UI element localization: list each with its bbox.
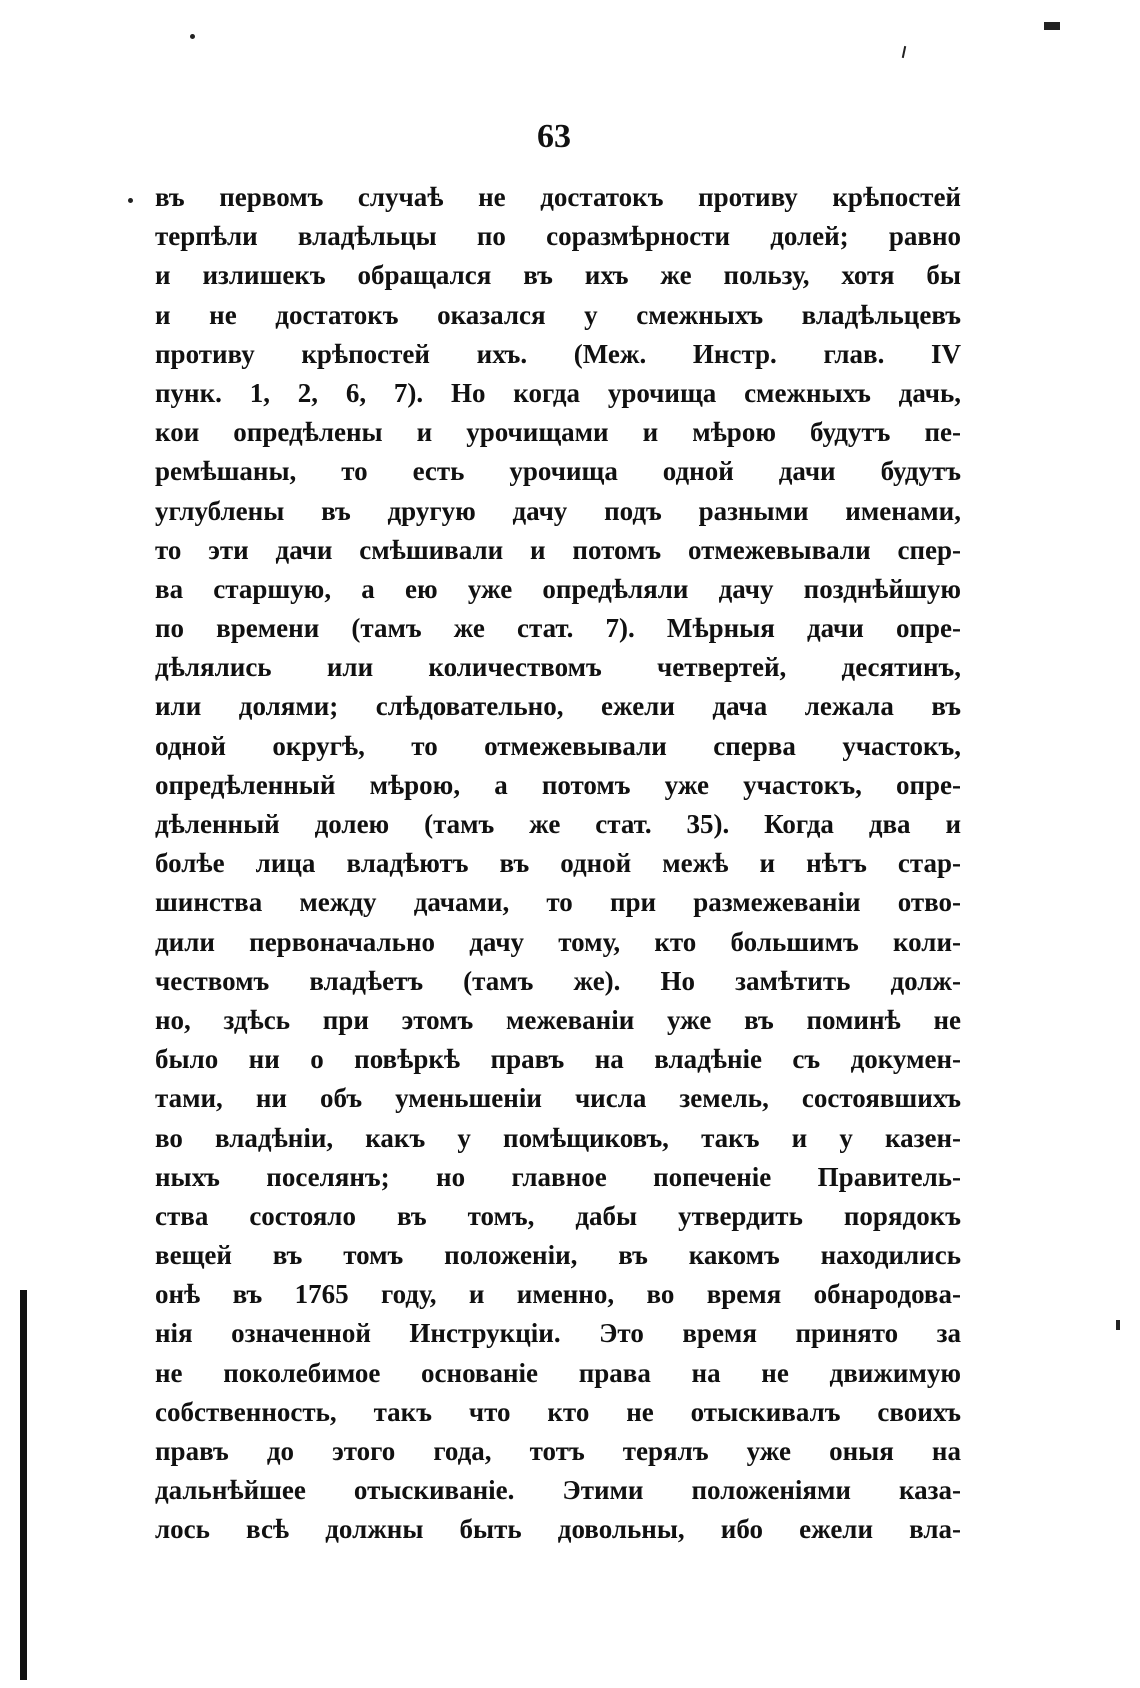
text-line: противу крѣпостей ихъ. (Меж. Инстр. глав. IV — [155, 338, 961, 369]
text-line: ремѣшаны, то есть урочища одной дачи будутъ — [155, 456, 961, 487]
text-line: болѣе лица владѣютъ въ одной межѣ и нѣтъ стар- — [155, 848, 961, 879]
body-text — [155, 178, 961, 1550]
text-line: но, здѣсь при этомъ межеванiи уже въ поминѣ не — [155, 1004, 961, 1035]
text-line: и не достатокъ оказался у смежныхъ владѣльцевъ — [155, 299, 961, 330]
text-line: въ первомъ случаѣ не достатокъ противу крѣпостей — [155, 182, 961, 212]
text-line: опредѣленный мѣрою, а потомъ уже участокъ, опре- — [155, 769, 961, 800]
text-line: то эти дачи смѣшивали и потомъ отмежевывали спер- — [155, 534, 961, 565]
scan-speck — [902, 46, 906, 58]
text-line: дѣлялись или количествомъ четвертей, десятинъ, — [155, 652, 961, 683]
text-line: ныхъ поселянъ; но главное попеченiе Правитель- — [155, 1161, 961, 1192]
text-line: и излишекъ обращался въ ихъ же пользу, хотя бы — [155, 260, 961, 291]
text-line: чествомъ владѣетъ (тамъ же). Но замѣтить долж- — [155, 965, 961, 996]
text-line: по времени (тамъ же стат. 7). Мѣрныя дачи опре- — [155, 613, 961, 644]
text-line: не поколебимое основанiе права на не движимую — [155, 1357, 961, 1388]
page-number: 63 — [537, 118, 571, 155]
text-line: пунк. 1, 2, 6, 7). Но когда урочища смежныхъ дачь, — [155, 377, 961, 408]
text-line: нiя означенной Инструкцiи. Это время принято за — [155, 1318, 961, 1349]
text-line: дѣленный долею (тамъ же стат. 35). Когда два и — [155, 809, 961, 839]
text-line: собственность, такъ что кто не отыскивалъ своихъ — [155, 1396, 961, 1427]
text-line: ства состояло въ томъ, дабы утвердить порядокъ — [155, 1200, 961, 1231]
scan-speck — [190, 34, 195, 39]
text-line: правъ до этого года, тотъ терялъ уже оныя на — [155, 1436, 961, 1466]
text-line: шинства между дачами, то при размежеванiи отво- — [155, 887, 961, 918]
scan-speck — [1116, 1320, 1120, 1330]
text-line: дальнѣйшее отыскиванiе. Этими положенiями каза- — [155, 1475, 961, 1506]
text-line: во владѣнiи, какъ у помѣщиковъ, такъ и у казен- — [155, 1122, 961, 1153]
text-line: кои опредѣлены и урочищами и мѣрою будутъ пе- — [155, 417, 961, 448]
text-line: было ни о повѣркѣ правъ на владѣнiе съ докумен- — [155, 1044, 961, 1075]
text-line: ва старшую, а ею уже опредѣляли дачу позднѣйшую — [155, 573, 961, 604]
text-line: вещей въ томъ положенiи, въ какомъ находились — [155, 1240, 961, 1271]
text-line: углублены въ другую дачу подъ разными именами, — [155, 495, 961, 526]
page-edge-shadow — [20, 1290, 27, 1680]
text-line: онѣ въ 1765 году, и именно, во время обнародова- — [155, 1279, 961, 1310]
text-line: дили первоначально дачу тому, кто большимъ коли- — [155, 926, 961, 957]
text-line: тами, ни объ уменьшенiи числа земель, состоявшихъ — [155, 1083, 961, 1114]
text-line: или долями; слѣдовательно, ежели дача лежала въ — [155, 691, 961, 722]
scan-speck — [1044, 22, 1060, 30]
text-line: одной округѣ, то отмежевывали сперва участокъ, — [155, 730, 961, 761]
text-line: терпѣли владѣльцы по соразмѣрности долей; равно — [155, 221, 961, 252]
scan-speck — [128, 198, 133, 203]
text-line: лось всѣ должны быть довольны, ибо ежели вла- — [155, 1514, 961, 1545]
